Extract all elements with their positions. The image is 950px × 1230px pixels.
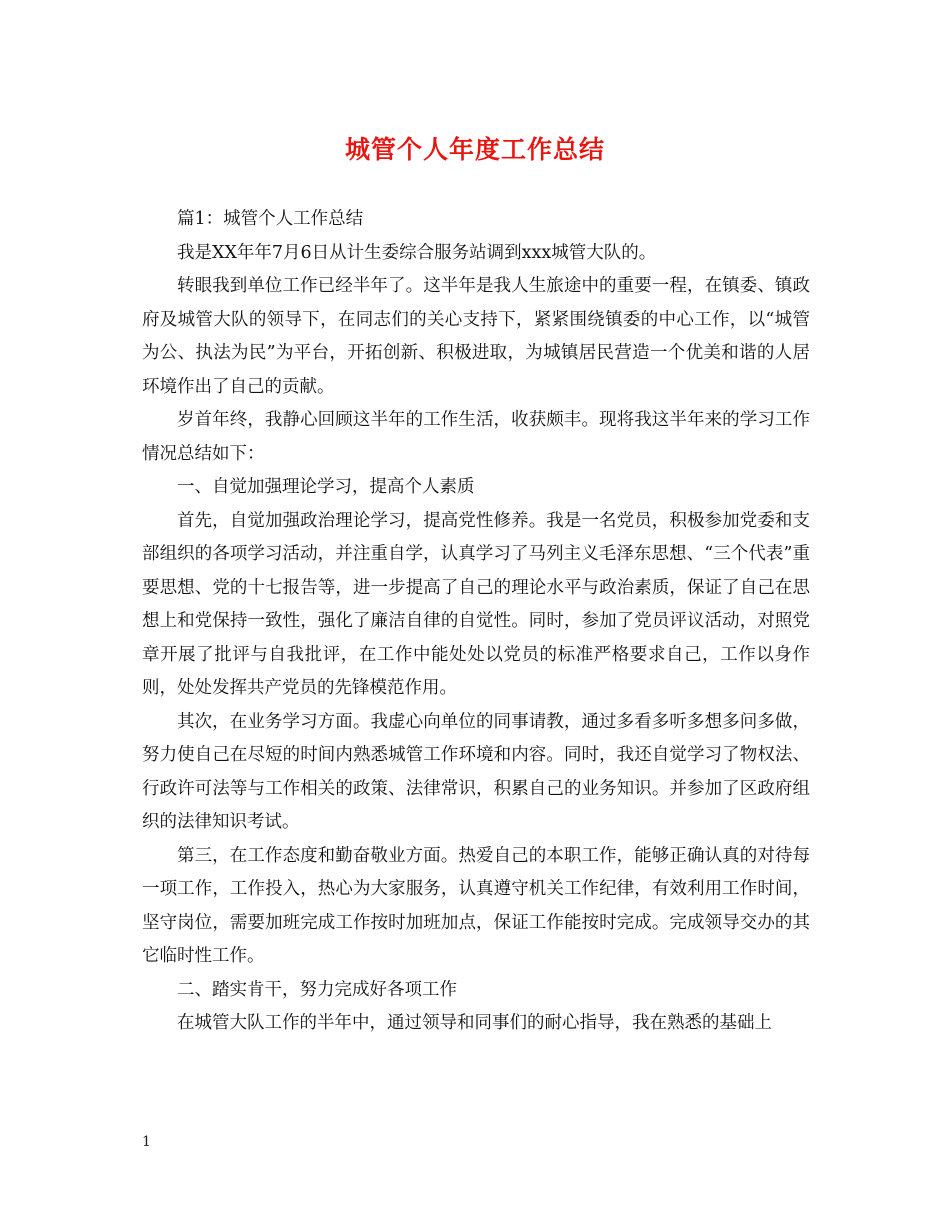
- paragraph-political-study: 首先，自觉加强政治理论学习，提高党性修养。我是一名党员，积极参加党委和支部组织的各项学习活动，并注重自学，认真学习了马列主义毛泽东思想、“三个代表”重要思想、党的十七报告等，进一步提高了自己的理论水平与政治素质，保证了自己在思想上和党保持一致性，强化了廉洁自律的自觉性。同时，参加了党员评议活动，对照党章开展了批评与自我批评，在工作中能处处以党员的标准严格要求自己，工作以身作则，处处发挥共产党员的先锋模范作用。: [142, 510, 810, 698]
- paragraph-intro: 我是XX年年7月6日从计生委综合服务站调到xxx城管大队的。: [177, 242, 657, 263]
- document-body: [142, 203, 810, 1041]
- paragraph-business-study: 其次，在业务学习方面。我虚心向单位的同事请教，通过多看多听多想多问多做，努力使自己在尽短的时间内熟悉城管工作环境和内容。同时，我还自觉学习了物权法、行政许可法等与工作相关的政策、法律常识，积累自己的业务知识。并参加了区政府组织的法律知识考试。: [142, 711, 810, 832]
- paragraph-work-attitude: 第三，在工作态度和勤奋敬业方面。热爱自己的本职工作，能够正确认真的对待每一项工作，工作投入，热心为大家服务，认真遵守机关工作纪律，有效利用工作时间，坚守岗位，需要加班完成工作按时加班加点，保证工作能按时完成。完成领导交办的其它临时性工作。: [142, 845, 810, 966]
- paragraph-review: 岁首年终，我静心回顾这半年的工作生活，收获颇丰。现将我这半年来的学习工作情况总结如下：: [142, 410, 810, 464]
- document-title: 城管个人年度工作总结: [344, 135, 605, 164]
- paragraph-overview: 转眼我到单位工作已经半年了。这半年是我人生旅途中的重要一程，在镇委、镇政府及城管大队的领导下，在同志们的关心支持下，紧紧围绕镇委的中心工作，以“城管为公、执法为民”为平台，开拓创新、积极进取，为城镇居民营造一个优美和谐的人居环境作出了自己的贡献。: [142, 276, 810, 397]
- paragraph-work-start: 在城管大队工作的半年中，通过领导和同事们的耐心指导，我在熟悉的基础上: [177, 1013, 772, 1033]
- page-number: 1: [142, 1134, 151, 1150]
- section-heading-study: 一、自觉加强理论学习，提高个人素质: [177, 477, 475, 497]
- section-heading-part1: 篇1：城管个人工作总结: [177, 209, 364, 229]
- section-heading-work: 二、踏实肯干，努力完成好各项工作: [177, 979, 457, 1000]
